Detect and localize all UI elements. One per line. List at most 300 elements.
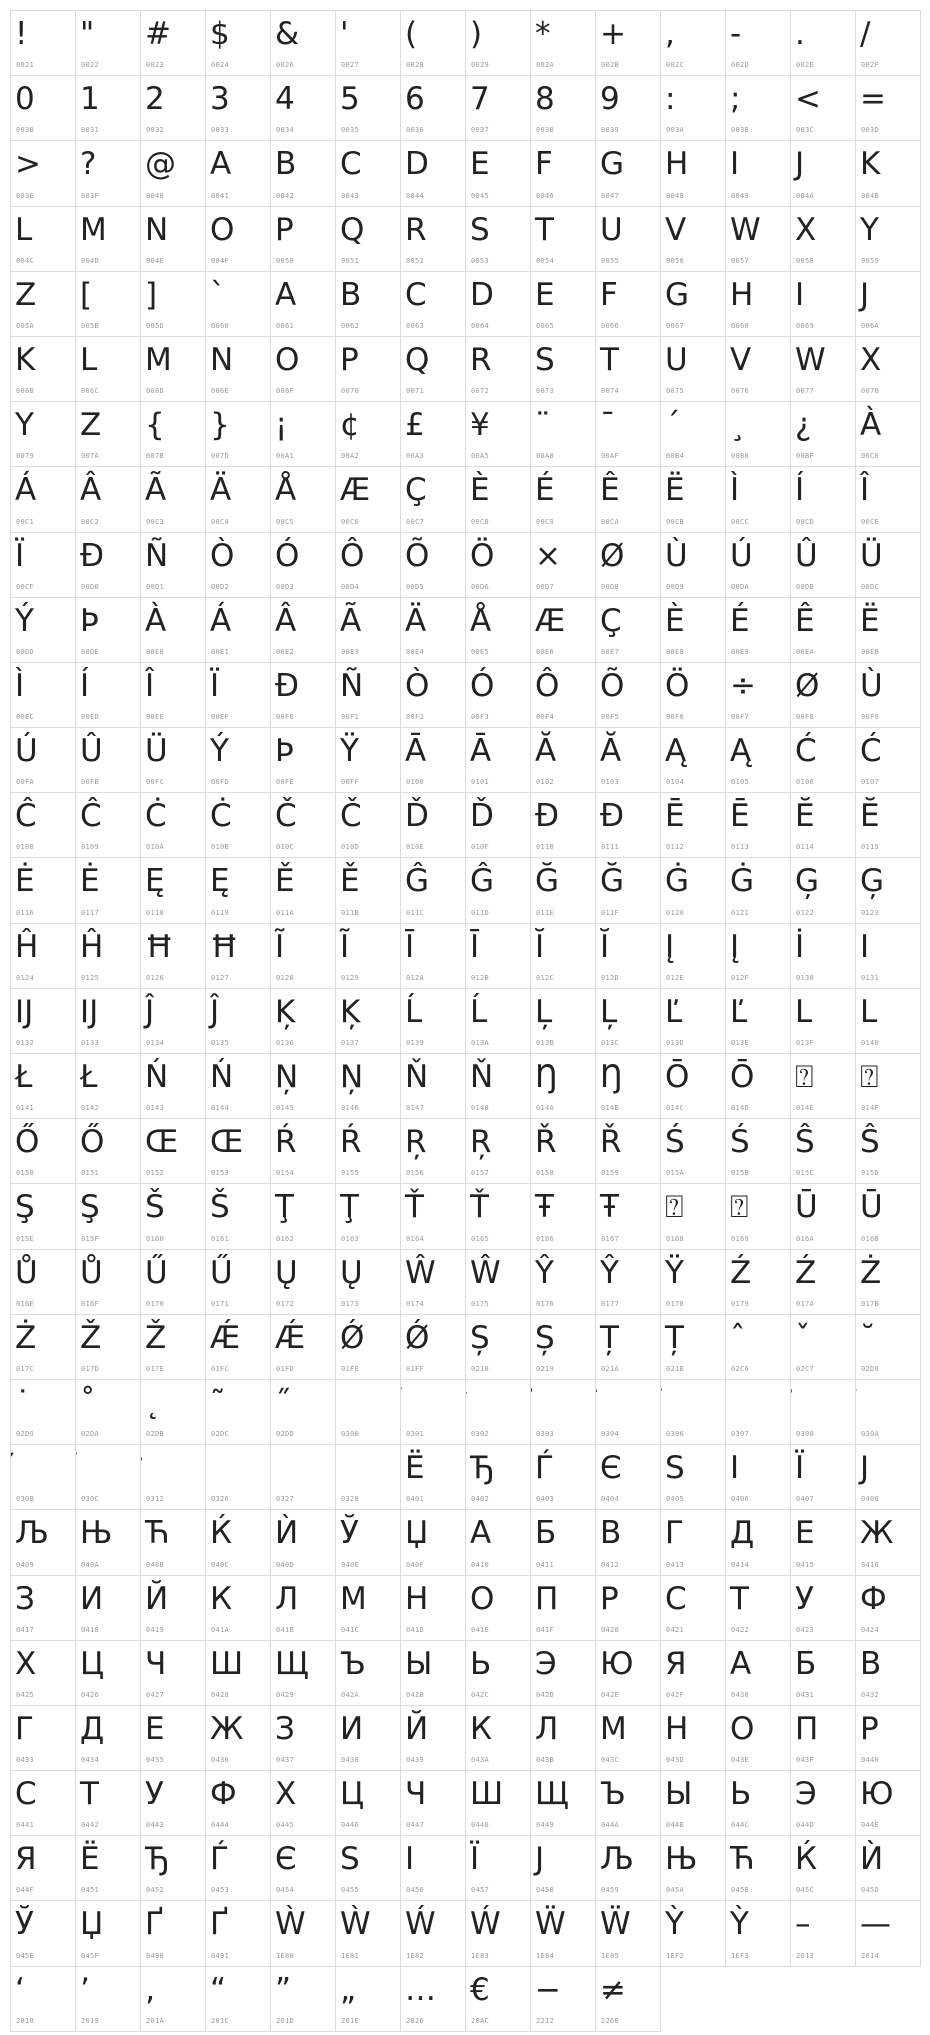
glyph-code: 017B xyxy=(861,1299,880,1308)
glyph-char: 5 xyxy=(340,81,360,118)
glyph-cell xyxy=(271,207,336,272)
glyph-cell xyxy=(661,1054,726,1119)
glyph-cell xyxy=(856,337,921,402)
glyph-char: Ŕ xyxy=(340,1124,362,1161)
glyph-code: 0076 xyxy=(731,387,750,396)
glyph-char: З xyxy=(275,1710,295,1747)
glyph-code: 003B xyxy=(731,126,750,135)
glyph-code: 1E81 xyxy=(341,1951,360,1960)
glyph-char: Ņ xyxy=(340,1059,364,1095)
glyph-cell xyxy=(271,1901,336,1966)
glyph-code: 0133 xyxy=(81,1039,100,1047)
glyph-code: 0326 xyxy=(211,1495,230,1504)
glyph-code: 010F xyxy=(471,843,490,852)
glyph-code: 041D xyxy=(406,1625,425,1634)
glyph-code: 0124 xyxy=(16,973,35,982)
glyph-cell xyxy=(791,793,856,858)
glyph-cell xyxy=(271,337,336,402)
glyph-cell xyxy=(206,1054,271,1119)
glyph-cell xyxy=(141,533,206,598)
glyph-cell xyxy=(141,1706,206,1771)
glyph-cell xyxy=(531,272,596,337)
glyph-cell xyxy=(856,858,921,923)
glyph-cell xyxy=(856,1445,921,1510)
glyph-code: 042F xyxy=(666,1690,685,1699)
glyph-cell xyxy=(791,467,856,532)
glyph-code: 0429 xyxy=(276,1690,295,1699)
glyph-code: 0177 xyxy=(601,1299,620,1308)
glyph-code: 0111 xyxy=(601,843,620,852)
glyph-char: D xyxy=(470,276,494,313)
glyph-char: ˝ xyxy=(275,1384,291,1421)
glyph-code: 042C xyxy=(471,1690,490,1699)
glyph-code: 2260 xyxy=(601,2016,620,2025)
glyph-char: Џ xyxy=(80,1906,104,1943)
glyph-char: G xyxy=(665,276,690,313)
glyph-code: 0074 xyxy=(601,387,620,396)
glyph-cell xyxy=(596,1054,661,1119)
glyph-cell xyxy=(271,663,336,728)
glyph-code: 00D6 xyxy=(471,582,490,591)
glyph-char: ” xyxy=(275,1971,292,2008)
glyph-cell xyxy=(726,1250,791,1315)
glyph-code: 004A xyxy=(796,191,815,200)
glyph-cell xyxy=(206,11,271,76)
glyph-code: 0456 xyxy=(406,1886,425,1895)
glyph-cell xyxy=(791,402,856,467)
glyph-char: S xyxy=(470,211,490,248)
glyph-cell xyxy=(401,1901,466,1966)
glyph-char: Ø xyxy=(600,537,625,574)
glyph-cell xyxy=(531,533,596,598)
glyph-cell xyxy=(466,1510,531,1575)
glyph-cell xyxy=(336,793,401,858)
glyph-cell xyxy=(76,1901,141,1966)
glyph-cell xyxy=(466,598,531,663)
glyph-cell xyxy=(206,207,271,272)
glyph-char: Á xyxy=(210,602,232,639)
glyph-code: 0046 xyxy=(536,191,555,200)
glyph-cell xyxy=(596,1967,661,2032)
glyph-code: 0135 xyxy=(211,1039,230,1047)
glyph-cell xyxy=(206,1901,271,1966)
glyph-code: 0063 xyxy=(406,321,425,330)
glyph-code: 013E xyxy=(731,1039,750,1047)
glyph-code: 0122 xyxy=(796,908,815,917)
glyph-cell xyxy=(76,1641,141,1706)
glyph-code: 0300 xyxy=(341,1430,360,1439)
glyph-code: 0045 xyxy=(471,191,490,200)
glyph-cell xyxy=(76,272,141,337)
glyph-code: 014F xyxy=(861,1104,880,1113)
glyph-code: 0022 xyxy=(81,61,100,70)
glyph-cell xyxy=(271,1315,336,1380)
glyph-cell xyxy=(11,924,76,989)
glyph-char: Ф xyxy=(210,1776,237,1813)
glyph-code: 0491 xyxy=(211,1951,230,1960)
glyph-code: 002F xyxy=(861,61,880,70)
glyph-char: Й xyxy=(405,1710,429,1747)
glyph-char: Ě xyxy=(275,863,295,900)
glyph-char: D xyxy=(405,146,429,183)
glyph-char: O xyxy=(210,211,235,248)
glyph-code: 005D xyxy=(146,321,165,330)
glyph-code: 0142 xyxy=(81,1104,100,1113)
glyph-cell xyxy=(141,1054,206,1119)
glyph-code: 0166 xyxy=(536,1234,555,1243)
glyph-char: X xyxy=(860,341,882,378)
glyph-code: 0126 xyxy=(146,973,165,982)
glyph-code: 2013 xyxy=(796,1951,815,1960)
glyph-code: 00E8 xyxy=(666,647,685,656)
glyph-code: 0157 xyxy=(471,1169,490,1178)
glyph-char: Б xyxy=(535,1515,557,1552)
glyph-cell xyxy=(271,1054,336,1119)
glyph-char: ´ xyxy=(665,407,681,444)
glyph-cell xyxy=(531,1445,596,1510)
glyph-char: ¸ xyxy=(730,407,746,444)
glyph-cell xyxy=(726,533,791,598)
glyph-code: 0134 xyxy=(146,1039,165,1047)
glyph-char: / xyxy=(860,16,871,52)
glyph-code: 0150 xyxy=(16,1169,35,1178)
glyph-cell xyxy=(596,1901,661,1966)
glyph-cell xyxy=(401,1771,466,1836)
glyph-cell xyxy=(271,402,336,467)
glyph-code: 044B xyxy=(666,1821,685,1830)
glyph-cell xyxy=(856,467,921,532)
glyph-code: 015F xyxy=(81,1234,100,1243)
glyph-cell xyxy=(141,1901,206,1966)
glyph-char: Ų xyxy=(275,1254,298,1291)
glyph-code: 0023 xyxy=(146,61,165,70)
glyph-char: Â xyxy=(80,472,102,509)
glyph-code: 0455 xyxy=(341,1886,360,1895)
glyph-cell xyxy=(76,467,141,532)
glyph-cell xyxy=(856,272,921,337)
glyph-code: 00FB xyxy=(81,778,100,787)
glyph-code: 00F4 xyxy=(536,713,555,722)
glyph-cell xyxy=(336,728,401,793)
glyph-char: Ï xyxy=(470,1841,480,1878)
glyph-code: 0032 xyxy=(146,126,165,135)
glyph-cell xyxy=(141,1510,206,1575)
glyph-code: 0069 xyxy=(796,321,815,330)
glyph-cell xyxy=(11,337,76,402)
glyph-code: 0169 xyxy=(731,1234,750,1243)
glyph-code: 0327 xyxy=(276,1495,295,1504)
glyph-cell xyxy=(271,793,336,858)
glyph-cell xyxy=(661,1901,726,1966)
glyph-code: 00F8 xyxy=(796,713,815,722)
glyph-char: Г xyxy=(665,1515,684,1552)
glyph-cell xyxy=(531,1250,596,1315)
glyph-char: Є xyxy=(275,1841,297,1878)
glyph-code: 00F5 xyxy=(601,713,620,722)
glyph-cell xyxy=(466,1315,531,1380)
glyph-char: Ѓ xyxy=(535,1450,554,1487)
glyph-code: 0062 xyxy=(341,321,360,330)
glyph-code: 0051 xyxy=(341,256,360,265)
glyph-char: Ŗ xyxy=(405,1124,427,1161)
glyph-code: 00EC xyxy=(16,713,35,722)
glyph-code: 012C xyxy=(536,973,555,982)
glyph-char: А xyxy=(730,1645,752,1682)
glyph-cell xyxy=(726,1901,791,1966)
glyph-char: W xyxy=(795,341,826,378)
glyph-code: 02DA xyxy=(81,1430,100,1439)
glyph-char: { xyxy=(145,407,165,444)
glyph-code: 0415 xyxy=(796,1560,815,1569)
glyph-code: 0430 xyxy=(731,1690,750,1699)
glyph-char: Ь xyxy=(470,1645,492,1682)
glyph-code: 0129 xyxy=(341,973,360,982)
glyph-code: 0123 xyxy=(861,908,880,917)
glyph-code: 0176 xyxy=(536,1299,555,1308)
glyph-code: 0048 xyxy=(666,191,685,200)
glyph-cell xyxy=(596,11,661,76)
glyph-cell xyxy=(271,272,336,337)
glyph-code: 00DA xyxy=(731,582,750,591)
glyph-char: Ћ xyxy=(145,1515,170,1552)
glyph-cell xyxy=(76,533,141,598)
glyph-code: 0432 xyxy=(861,1690,880,1699)
glyph-cell xyxy=(271,1967,336,2032)
glyph-char: K xyxy=(860,146,881,183)
glyph-cell xyxy=(271,924,336,989)
glyph-code: 00F7 xyxy=(731,713,750,722)
glyph-char: E xyxy=(470,146,490,183)
glyph-cell xyxy=(726,1641,791,1706)
glyph-cell xyxy=(76,402,141,467)
glyph-cell xyxy=(11,1184,76,1249)
glyph-cell xyxy=(336,76,401,141)
glyph-cell xyxy=(466,141,531,206)
glyph-char: < xyxy=(795,81,821,118)
glyph-code: 010B xyxy=(211,843,230,852)
glyph-char: ⍰ xyxy=(730,1189,749,1226)
glyph-code: 030A xyxy=(861,1430,880,1439)
glyph-cell xyxy=(401,858,466,923)
glyph-char: К xyxy=(210,1580,233,1617)
glyph-code: 002C xyxy=(666,61,685,70)
glyph-char: H xyxy=(730,276,754,313)
glyph-code: 0100 xyxy=(406,778,425,787)
glyph-cell xyxy=(76,1771,141,1836)
glyph-char: Ц xyxy=(340,1776,365,1813)
glyph-cell xyxy=(596,141,661,206)
glyph-code: 00C9 xyxy=(536,517,555,526)
glyph-cell xyxy=(206,141,271,206)
glyph-code: 0401 xyxy=(406,1495,425,1504)
glyph-cell xyxy=(531,793,596,858)
glyph-cell xyxy=(206,1576,271,1641)
glyph-char: Å xyxy=(275,472,297,509)
glyph-code: 017C xyxy=(16,1364,35,1373)
glyph-code: 0066 xyxy=(601,321,620,330)
glyph-cell xyxy=(596,337,661,402)
glyph-char: Х xyxy=(275,1776,297,1813)
glyph-char: > xyxy=(15,146,41,183)
glyph-char: Ô xyxy=(340,537,365,574)
glyph-cell xyxy=(401,793,466,858)
glyph-char: Æ xyxy=(340,472,371,509)
glyph-cell xyxy=(401,76,466,141)
glyph-char: J xyxy=(795,146,805,183)
glyph-code: 00AF xyxy=(601,452,620,461)
glyph-char: Ő xyxy=(15,1124,40,1161)
glyph-code: 041A xyxy=(211,1625,230,1634)
glyph-char: Ň xyxy=(405,1059,429,1095)
glyph-code: 013D xyxy=(666,1039,685,1047)
glyph-char: @ xyxy=(145,146,176,183)
glyph-cell xyxy=(11,1706,76,1771)
glyph-cell xyxy=(726,467,791,532)
glyph-code: 0070 xyxy=(341,387,360,396)
glyph-char: . xyxy=(795,16,805,52)
glyph-cell xyxy=(336,858,401,923)
glyph-cell xyxy=(206,467,271,532)
glyph-cell xyxy=(596,272,661,337)
glyph-code: 0168 xyxy=(666,1234,685,1243)
glyph-code: 0416 xyxy=(861,1560,880,1569)
glyph-char: Ā xyxy=(405,733,427,770)
glyph-code: 0119 xyxy=(211,908,230,917)
glyph-char: Q xyxy=(340,211,365,248)
glyph-char: И xyxy=(340,1710,364,1747)
glyph-cell xyxy=(661,1119,726,1184)
glyph-cell xyxy=(466,272,531,337)
glyph-char: О xyxy=(470,1580,495,1617)
glyph-cell xyxy=(856,1641,921,1706)
glyph-char: Ź xyxy=(795,1254,817,1291)
glyph-char: Ĩ xyxy=(275,928,285,965)
glyph-char: Л xyxy=(275,1580,299,1617)
glyph-cell xyxy=(726,1119,791,1184)
glyph-code: 0411 xyxy=(536,1560,555,1569)
glyph-char: Ï xyxy=(210,667,220,704)
glyph-code: 0445 xyxy=(276,1821,295,1830)
glyph-char: Ч xyxy=(405,1776,427,1813)
glyph-code: 015D xyxy=(861,1169,880,1178)
glyph-code: 002E xyxy=(796,61,815,70)
glyph-cell xyxy=(726,1836,791,1901)
glyph-char: Ì xyxy=(15,667,25,704)
glyph-code: 0412 xyxy=(601,1560,620,1569)
glyph-cell xyxy=(401,598,466,663)
glyph-code: 0308 xyxy=(796,1430,815,1439)
glyph-char: Ъ xyxy=(600,1776,626,1813)
glyph-cell xyxy=(11,207,76,272)
glyph-char: Ж xyxy=(210,1710,244,1747)
glyph-code: 0154 xyxy=(276,1169,295,1178)
glyph-cell xyxy=(11,272,76,337)
glyph-char: * xyxy=(535,16,551,52)
glyph-cell xyxy=(856,1901,921,1966)
glyph-cell xyxy=(401,272,466,337)
glyph-code: 0146 xyxy=(341,1104,360,1113)
glyph-char: Ĩ xyxy=(340,928,350,965)
glyph-cell xyxy=(401,337,466,402)
glyph-cell xyxy=(141,924,206,989)
glyph-code: 0158 xyxy=(536,1169,555,1178)
glyph-char: Њ xyxy=(665,1841,698,1878)
glyph-char: Ŷ xyxy=(600,1254,619,1291)
glyph-code: 043D xyxy=(666,1756,685,1765)
glyph-char: Д xyxy=(80,1710,105,1747)
glyph-char: Ļ xyxy=(600,993,618,1030)
glyph-cell xyxy=(791,1119,856,1184)
glyph-cell xyxy=(401,989,466,1054)
glyph-code: 0410 xyxy=(471,1560,490,1569)
glyph-code: 0107 xyxy=(861,778,880,787)
glyph-code: 1E83 xyxy=(471,1951,490,1960)
glyph-cell xyxy=(336,1901,401,1966)
glyph-char: Q xyxy=(405,341,430,378)
glyph-char: ‚ xyxy=(145,1971,155,2008)
glyph-char: 6 xyxy=(405,81,425,118)
glyph-cell xyxy=(596,1510,661,1575)
glyph-code: 0409 xyxy=(16,1560,35,1569)
glyph-cell xyxy=(856,1380,921,1445)
glyph-code: 042A xyxy=(341,1690,360,1699)
glyph-char: Ī xyxy=(470,928,480,965)
glyph-code: 00FA xyxy=(16,778,35,787)
glyph-cell xyxy=(596,1706,661,1771)
glyph-code: 014E xyxy=(796,1104,815,1113)
glyph-char: Ў xyxy=(15,1906,34,1943)
glyph-code: 006D xyxy=(146,387,165,396)
glyph-code: 00F0 xyxy=(276,713,295,722)
glyph-char: Ñ xyxy=(340,667,364,704)
glyph-char: ÷ xyxy=(730,667,756,704)
glyph-cell xyxy=(401,1641,466,1706)
glyph-code: 002D xyxy=(731,61,750,70)
glyph-cell xyxy=(596,1445,661,1510)
glyph-code: 0061 xyxy=(276,321,295,330)
glyph-cell xyxy=(76,1380,141,1445)
glyph-cell xyxy=(791,598,856,663)
glyph-code: 00FD xyxy=(211,778,230,787)
glyph-code: 0027 xyxy=(341,61,360,70)
glyph-cell xyxy=(206,989,271,1054)
glyph-char: ) xyxy=(470,16,483,52)
glyph-char: Ĭ xyxy=(600,928,610,965)
glyph-char: Å xyxy=(470,602,492,639)
glyph-code: 0120 xyxy=(666,908,685,917)
glyph-char: ¿ xyxy=(795,407,812,444)
glyph-cell xyxy=(531,1967,596,2032)
glyph-code: 0140 xyxy=(861,1039,880,1047)
glyph-char: Ă xyxy=(600,733,622,770)
glyph-char: Œ xyxy=(210,1124,244,1161)
glyph-cell xyxy=(596,1641,661,1706)
glyph-char: Ǿ xyxy=(405,1319,430,1356)
glyph-cell xyxy=(206,793,271,858)
glyph-char: Ö xyxy=(470,537,495,574)
glyph-cell xyxy=(76,1250,141,1315)
glyph-code: 014A xyxy=(536,1104,555,1113)
glyph-cell xyxy=(791,924,856,989)
glyph-cell xyxy=(661,1641,726,1706)
glyph-code: 0312 xyxy=(146,1495,165,1504)
glyph-code: 045B xyxy=(731,1886,750,1895)
glyph-char: Į xyxy=(665,928,675,965)
glyph-cell xyxy=(336,1119,401,1184)
glyph-cell xyxy=(206,337,271,402)
glyph-char: N xyxy=(210,341,234,378)
glyph-char: Ê xyxy=(600,472,620,509)
